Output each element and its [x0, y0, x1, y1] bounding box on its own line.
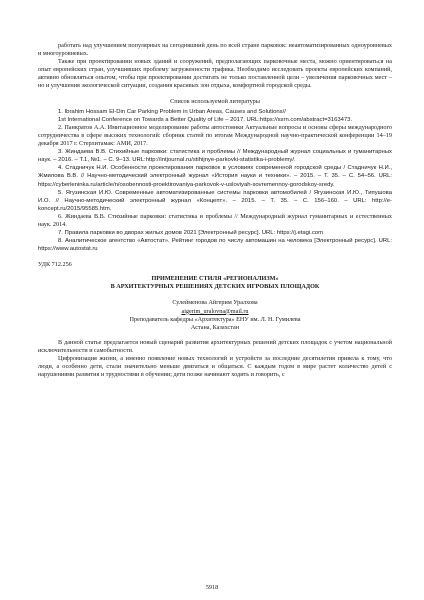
references-title: Список используемой литературы: [170, 97, 260, 105]
author-name: Сулейменова Айгерим Уралхова: [172, 299, 258, 307]
article-title: [38, 275, 392, 291]
reference-item: 1st International Conference on Towards a Better Quality of Life – 2017. URL:https://ssrn.com/abstract=3163473.: [58, 116, 353, 123]
reference-item: 1. Ibrahim Hossam El-Din Car Parking Problem in Urban Areas, Causes and Solutions//: [58, 108, 286, 115]
reference-item: 2. Панкратов А.А. Имитационное моделирование работы автостоянки Актуальные вопросы и основы сферы международного сотрудничества в сфере высоких технологий: сборник статей по итогам Международной научно-практической конференции 14–19 декабря 2017 г. Стерлитамак: АМИ, 2017.: [38, 123, 392, 148]
author-email-link[interactable]: aigerim_uralovna@mail.ru: [181, 307, 249, 315]
author-block: [38, 299, 392, 331]
author-city: Астана, Казахстан: [190, 323, 240, 331]
author-position: Преподаватель кафедры «Архитектура» ЕНУ им. Л. Н. Гумилева: [129, 315, 301, 323]
article-title-line-1: ПРИМЕНЕНИЕ СТИЛЯ «РЕГИОНАЛИЗМ»: [151, 275, 279, 283]
intro-paragraph-2: Также при проектировании новых зданий и сооружений, предполагающих парковочные места, можно ориентироваться на опыт европейских стран, улучшивших проблему загруженности трафика. Необходимо исследовать проекты европейских компаний, активно обновляться опытом, чтобы при проектировании достигать не только поставленной цели – увеличения парковочных мест – но и улучшения экологической ситуации, создания красивых зон отдыха, комфортной городской среды.: [38, 58, 392, 90]
reference-item: 3. Жиндаева В.В. Стихийные парковки: статистика и проблемы // Международный журнал социальных и гуманитарных наук. – 2016. – Т.1, №1. – С. 9–13. URL:http://intjournal.ru/stihijnye-parkovki-statistika-i-problemy/.: [38, 149, 392, 164]
body-paragraph-2: Цифровизация жизни, а именно появление новых технологий и устройств за последние десятилетия привела к тому, что люди, а особенно дети, стали значительно меньше двигаться и общаться. С каждым годом в мире растет количество детей с нарушениями развития и трудностями в обучении; дети позже начинают ходить и говорить, с: [38, 355, 392, 379]
references-list: [38, 108, 392, 254]
udk-code: УДК 712.256: [38, 261, 72, 269]
reference-item: 8. Аналитическое агентство «Автостат». Рейтинг городов по числу автомашин на человека [Электронный ресурс]. URL: https://www.autostat.ru: [38, 238, 392, 253]
article-title-line-2: В АРХИТЕКТУРНЫХ РЕШЕНИЯХ ДЕТСКИХ ИГРОВЫХ ПЛОЩАДОК: [110, 283, 320, 291]
page-number: 5918: [205, 584, 219, 591]
reference-item: 4. Стадничук Н.И. Особенности проектирования парковок в условиях современной городской среды / Стадничук Н.И., Жмилова В.В. // Научно-методический электронный журнал «История науки и техники». – 2015. – Т. 35. – С. 54–56. URL: https://cyberleninka.ru/article/n/osobennosti-proektirovaniya-parkovok-v-usloviyah-sovremennoy-gorodskoy-sredy.: [38, 165, 392, 188]
reference-item: 7. Правила парковки во дворах жилых домов 2021 [Электронный ресурс]. URL: https://j.etagi.com: [58, 230, 323, 237]
reference-item: 5. Ягузинская И.Ю. Современные автоматизированные системы парковки автомобилей / Ягузинская И.Ю., Типушова И.О. // Научно-методический электронный журнал «Концепт». – 2015. – Т. 35. – С. 156–160. – URL: http://e-koncept.ru/2015/95585.htm.: [38, 189, 392, 212]
body-paragraph-1: В данной статье предлагается новый сценарий развития архитектурных решений детских площадок с учетом национальной исключительности и самобытности.: [38, 338, 392, 354]
intro-paragraph-1: работать над улучшением популярных на сегодняшний день по всей стране парковок: неавтоматизированных одноуровневых и многоуровневых.: [38, 42, 392, 58]
reference-item: 6. Жиндаева В.В. Стихийные парковки: статистика и проблемы // Международный журнал гуманитарных и естественных наук. 2014.: [38, 212, 392, 228]
